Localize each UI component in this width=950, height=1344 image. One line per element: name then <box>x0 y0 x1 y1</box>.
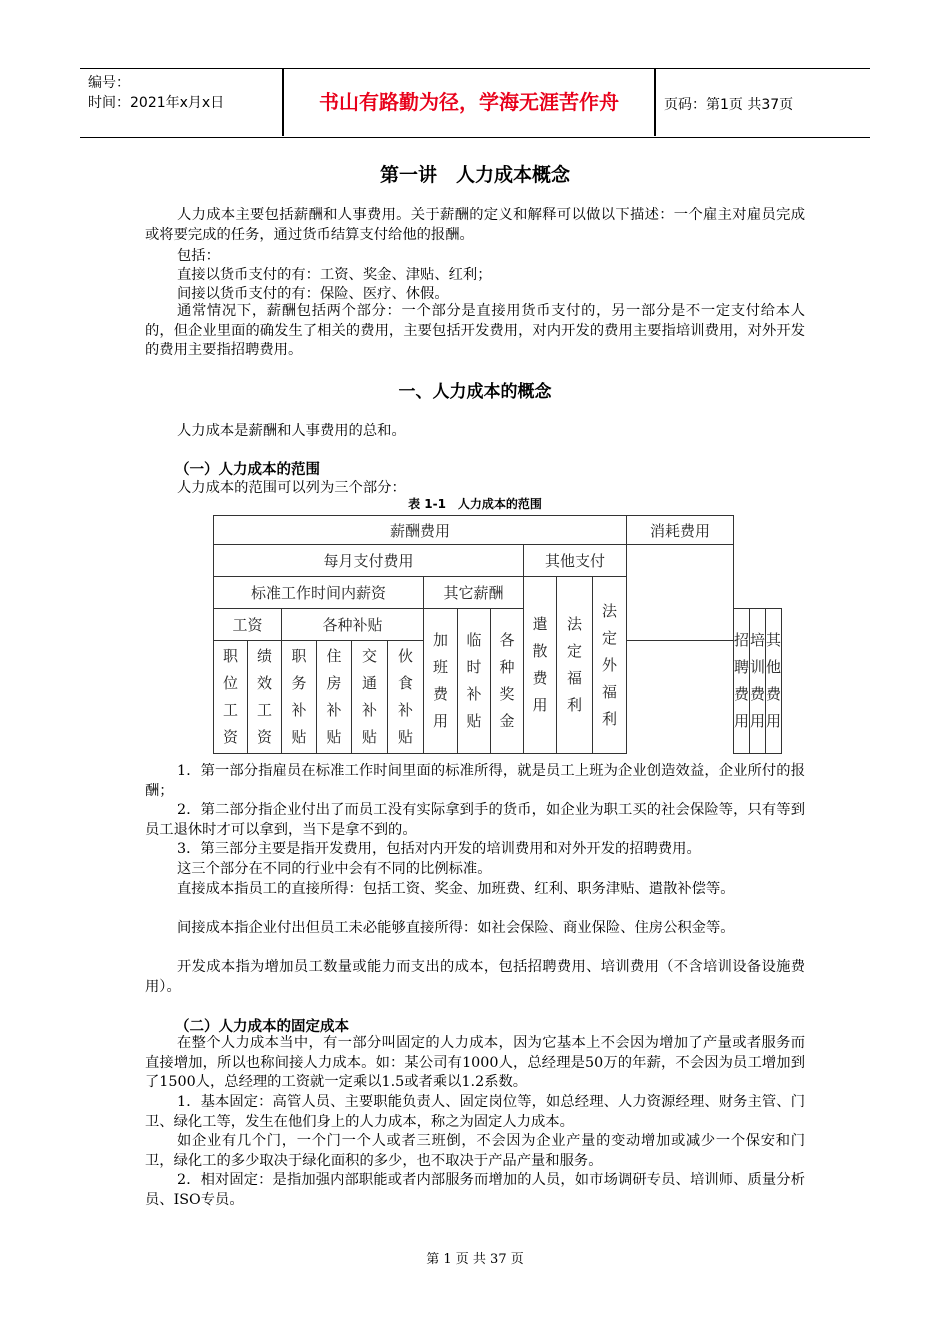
header-divider <box>654 68 656 136</box>
explain-paragraph: 间接成本指企业付出但员工未必能够直接所得：如社会保险、商业保险、住房公积金等。 <box>177 920 735 936</box>
table-caption: 表 1-1 人力成本的范围 <box>408 497 542 511</box>
definition-text: 人力成本是薪酬和人事费用的总和。 <box>177 423 406 439</box>
cost-scope-table <box>213 515 782 754</box>
page-title: 第一讲 人力成本概念 <box>379 164 570 186</box>
intro-line: 直接以货币支付的有：工资、奖金、津贴、红利； <box>177 267 492 283</box>
col-performance-wage: 绩 效 工 资 <box>248 641 282 754</box>
intro-line: 间接以货币支付的有：保险、医疗、休假。 <box>177 286 449 302</box>
col-statutory-welfare: 法 定 福 利 <box>557 577 593 754</box>
fixed-paragraph: 1．基本固定：高管人员、主要职能负责人、固定岗位等，如总经理、人力资源经理、财务主管、门卫、绿化工等，发生在他们身上的人力成本，称之为固定人力成本。 <box>145 1094 805 1130</box>
fixed-paragraph: 如企业有几个门，一个门一个人或者三班倒，不会因为企业产量的变动增加或减少一个保安和门卫，绿化工的多少取决于绿化面积的多少，也不取决于产品产量和服务。 <box>145 1133 805 1169</box>
header-page-info: 页码：第1页 共37页 <box>664 97 794 113</box>
header-monthly: 每月支付费用 <box>214 545 524 577</box>
header-other-pay: 其他支付 <box>524 545 627 577</box>
subsection-intro: 人力成本的范围可以列为三个部分： <box>177 480 406 496</box>
header-number: 编号： <box>88 75 130 91</box>
header-salary: 薪酬费用 <box>214 516 627 545</box>
col-temp-subsidy: 临 时 补 贴 <box>458 609 491 754</box>
col-transport-subsidy: 交 通 补 贴 <box>352 641 388 754</box>
header-allowances: 各种补贴 <box>282 609 424 641</box>
header-consumption: 消耗费用 <box>627 516 734 545</box>
header-wage: 工资 <box>214 609 282 641</box>
header-other-salary: 其它薪酬 <box>424 577 524 609</box>
col-overtime: 加 班 费 用 <box>424 609 458 754</box>
col-training: 培 训 费 用 <box>750 609 766 754</box>
col-duty-subsidy: 职 务 补 贴 <box>282 641 317 754</box>
col-extra-welfare: 法 定 外 福 利 <box>593 577 627 754</box>
intro-paragraph: 人力成本主要包括薪酬和人事费用。关于薪酬的定义和解释可以做以下描述：一个雇主对雇员完成或将要完成的任务，通过货币结算支付给他的报酬。 <box>145 207 805 243</box>
fixed-paragraph: 2．相对固定：是指加强内部职能或者内部服务而增加的人员，如市场调研专员、培训师、质量分析员、ISO专员。 <box>145 1172 805 1208</box>
col-severance: 遣 散 费 用 <box>524 577 557 754</box>
subsection-heading: （一）人力成本的范围 <box>175 462 320 478</box>
intro-line: 包括： <box>177 248 220 264</box>
col-meal-subsidy: 伙 食 补 贴 <box>388 641 424 754</box>
explain-paragraph: 这三个部分在不同的行业中会有不同的比例标准。 <box>177 861 492 877</box>
col-housing-subsidy: 住 房 补 贴 <box>317 641 352 754</box>
header-motto: 书山有路勤为径，学海无涯苦作舟 <box>319 90 619 114</box>
subsection-heading: （二）人力成本的固定成本 <box>175 1019 349 1035</box>
explain-paragraph: 开发成本指为增加员工数量或能力而支出的成本，包括招聘费用、培训费用（不含培训设备设施费用）。 <box>145 959 805 995</box>
col-bonus: 各 种 奖 金 <box>491 609 524 754</box>
explain-paragraph: 1．第一部分指雇员在标准工作时间里面的标准所得，就是员工上班为企业创造效益，企业所付的报酬； <box>145 763 805 799</box>
explain-paragraph: 直接成本指员工的直接所得：包括工资、奖金、加班费、红利、职务津贴、遣散补偿等。 <box>177 881 735 897</box>
col-recruit: 招 聘 费 用 <box>734 609 750 754</box>
intro-paragraph: 通常情况下，薪酬包括两个部分：一个部分是直接用货币支付的，另一部分是不一定支付给本人的，但企业里面的确发生了相关的费用，主要包括开发费用，对内开发的费用主要指培训费用，对外开发的费用主要指招聘费用。 <box>145 303 805 358</box>
section-heading: 一、人力成本的概念 <box>398 382 552 402</box>
fixed-paragraph: 在整个人力成本当中，有一部分叫固定的人力成本，因为它基本上不会因为增加了产量或者服务而直接增加，所以也称间接人力成本。如：某公司有1000人，总经理是50万的年薪，不会因为员工增加到了1500人，总经理的工资就一定乘以1.5或者乘以1.2系数。 <box>145 1035 805 1090</box>
header-time: 时间：2021年x月x日 <box>88 95 225 111</box>
header-standard: 标准工作时间内薪资 <box>214 577 424 609</box>
col-position-wage: 职 位 工 资 <box>214 641 248 754</box>
col-other-cost: 其 他 费 用 <box>766 609 782 754</box>
explain-paragraph: 2．第二部分指企业付出了而员工没有实际拿到手的货币，如企业为职工买的社会保险等，只有等到员工退休时才可以拿到，当下是拿不到的。 <box>145 802 805 838</box>
blank-cell <box>627 545 734 641</box>
page-footer: 第 1 页 共 37 页 <box>426 1252 524 1267</box>
explain-paragraph: 3．第三部分主要是指开发费用，包括对内开发的培训费用和对外开发的招聘费用。 <box>177 841 701 857</box>
